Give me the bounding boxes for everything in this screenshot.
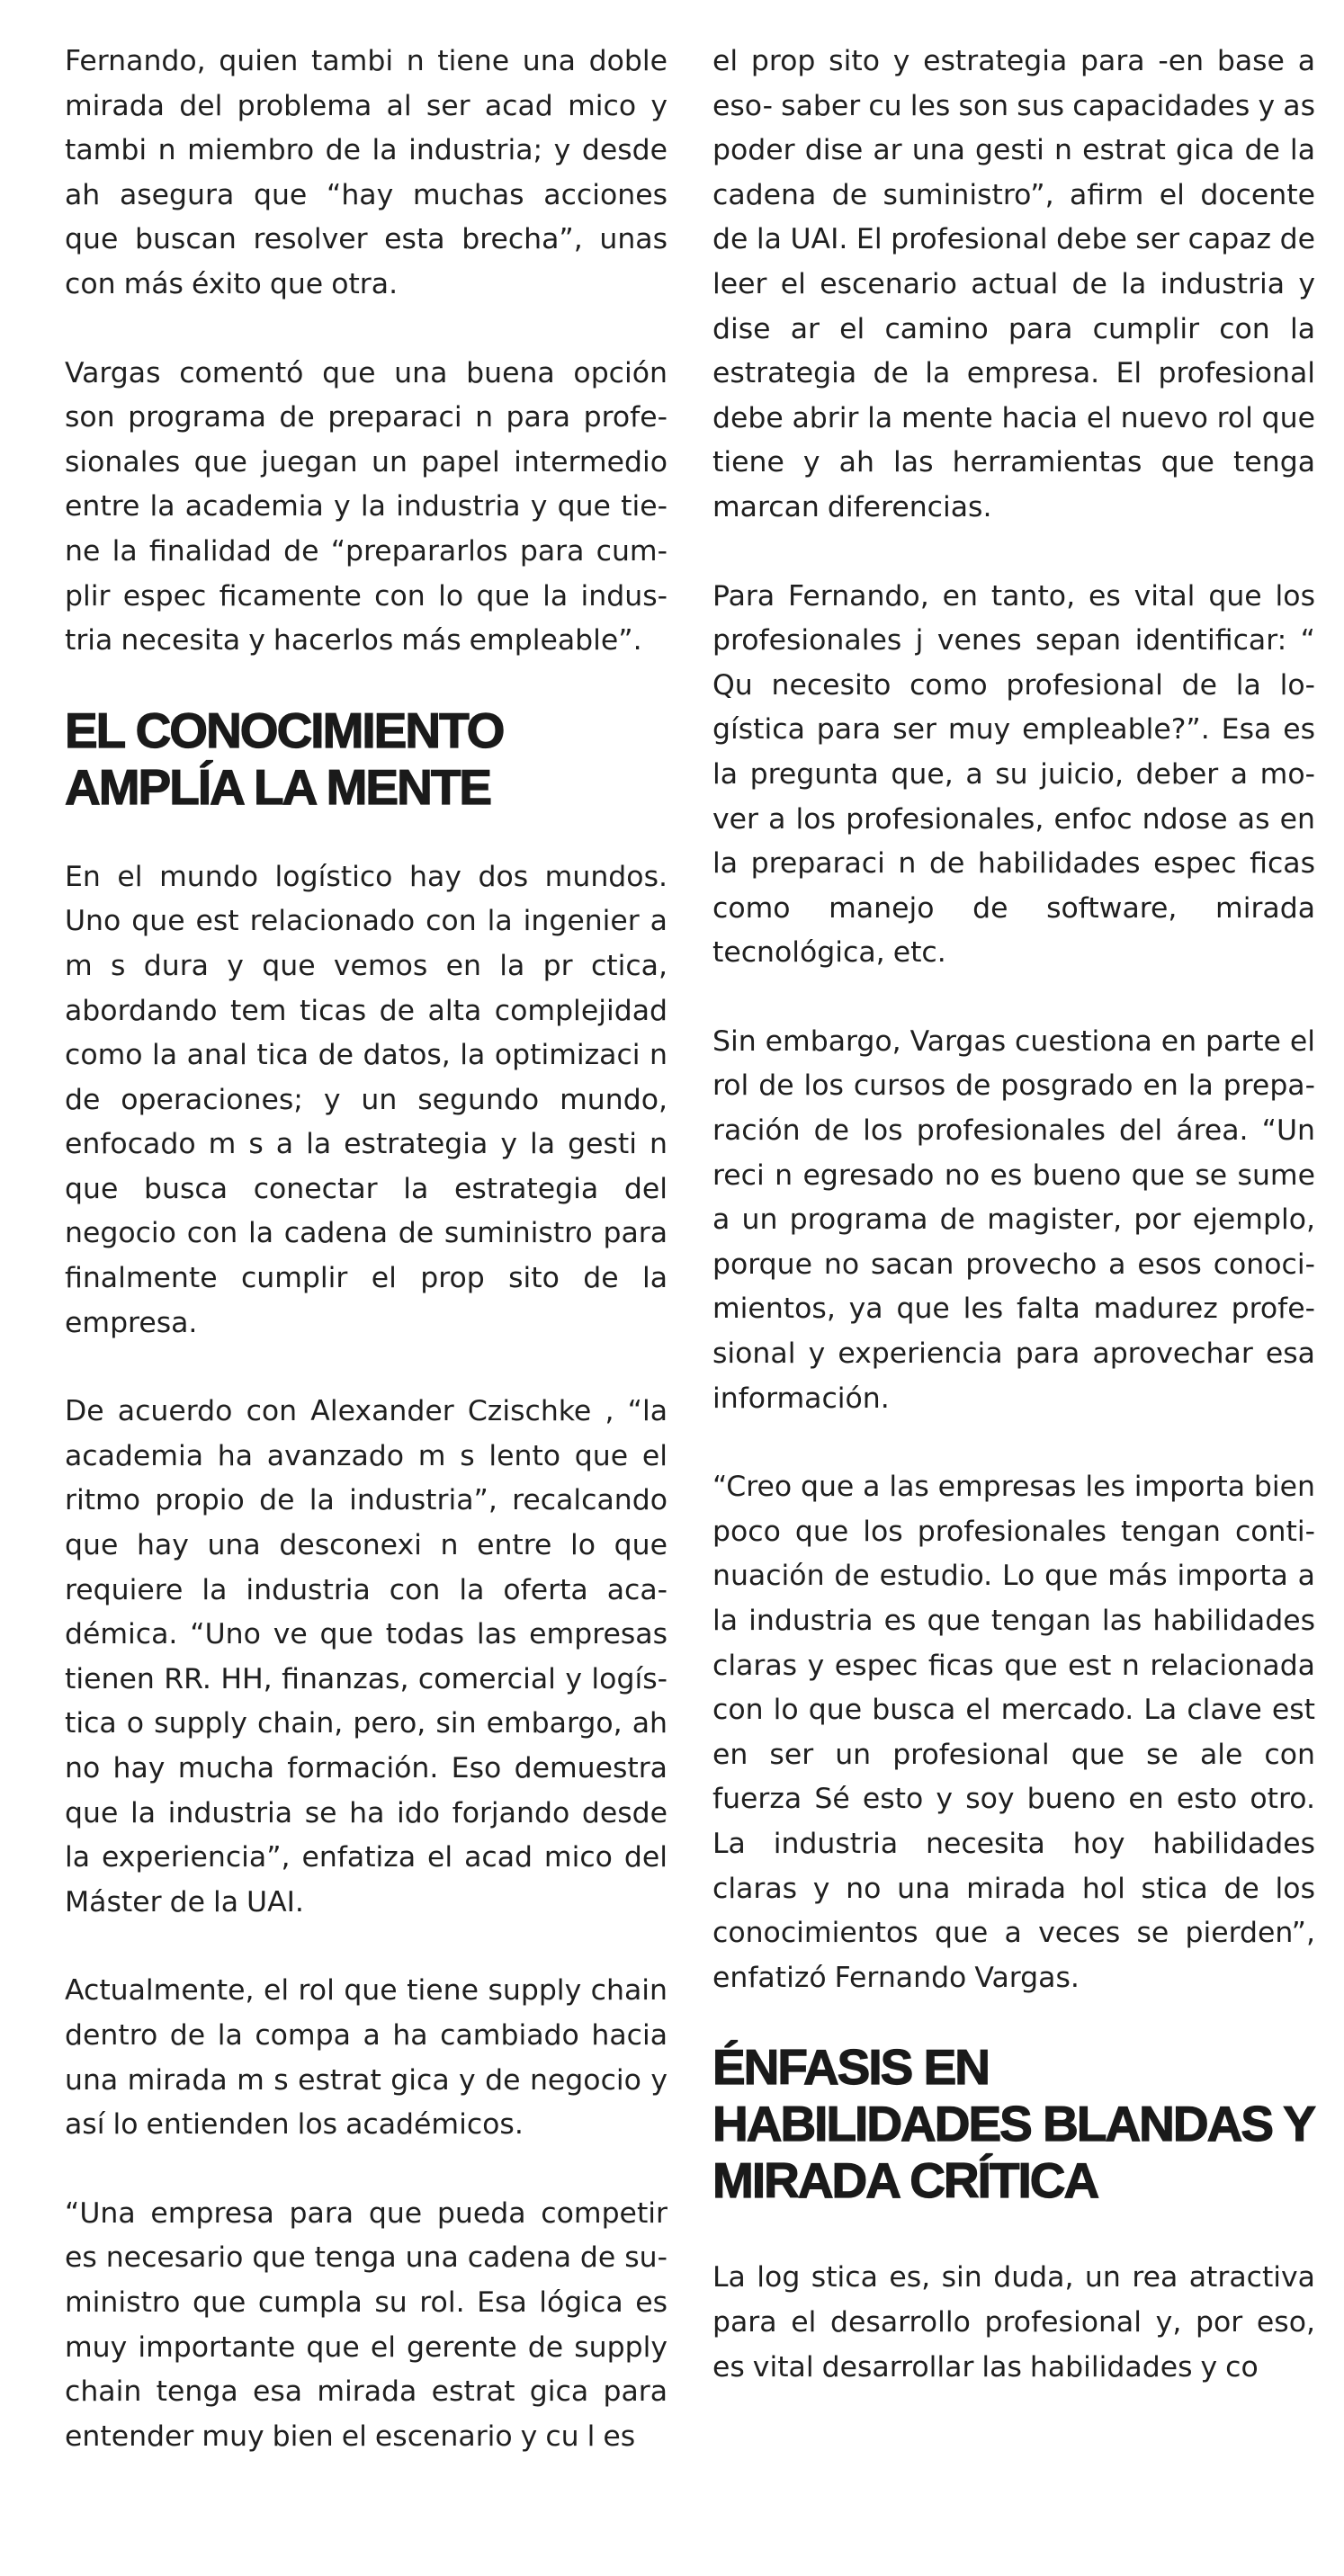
paragraph: Sin embargo, Vargas cuestiona en parte el rol de los cursos de posgrado en la preparación de los profesionales del área. “Un reci n egresado no es bueno que se sume a un programa de magister, por ejemplo, porque no sacan provecho a esos conocimientos, ya que les falta madurez profesional y experiencia para aprovechar esa información.: [712, 1024, 1315, 1415]
paragraph: En el mundo logístico hay dos mundos. Uno que est relacionado con la ingenier a m s dura y que vemos en la pr ctica, abordando tem ticas de alta complejidad como la anal tica de datos, la optimizaci n de operaciones; y un segundo mundo, enfocado m s a la estrategia y la gesti n que busca conectar la estrategia del negocio con la cadena de suministro para finalmente cumplir el prop sito de la empresa.: [65, 860, 668, 1339]
section-heading: ÉNFASIS EN HABILIDADES BLANDAS Y MIRADA CRÍTICA: [712, 2039, 1313, 2209]
right-column: [712, 40, 1315, 2434]
paragraph: Actualmente, el rol que tiene supply chain dentro de la compa a ha cambiado hacia una mirada m s estrat gica y de negocio y así lo entienden los académicos.: [65, 1974, 668, 2142]
paragraph: Para Fernando, en tanto, es vital que los profesionales j venes sepan identificar: “ Qu necesito como profesional de la logística para ser muy empleable?”. Esa es la pregunta que, a su juicio, deber a mover a los profesionales, enfoc ndose as en la preparaci n de habilidades espec ficas como manejo de software, mirada tecnológica, etc.: [712, 579, 1315, 970]
paragraph: “Una empresa para que pueda competir es necesario que tenga una cadena de suministro que cumpla su rol. Esa lógica es muy importante que el gerente de supply chain tenga esa mirada estrat gica para entender muy bien el escenario y cu l es: [65, 2196, 668, 2453]
paragraph: De acuerdo con Alexander Czischke , “la academia ha avanzado m s lento que el ritmo propio de la industria”, recalcando que hay una desconexi n entre lo que requiere la industria con la oferta académica. “Uno ve que todas las empresas tienen RR. HH, finanzas, comercial y logística o supply chain, pero, sin embargo, ah no hay mucha formación. Eso demuestra que la industria se ha ido forjando desde la experiencia”, enfatiza el acad mico del Máster de la UAI.: [65, 1395, 668, 1919]
paragraph: “Creo que a las empresas les importa bien poco que los profesionales tengan continuación de estudio. Lo que más importa a la industria es que tengan las habilidades claras y espec ficas que est n relacionada con lo que busca el mercado. La clave est en ser un profesional que se ale con fuerza Sé esto y soy bueno en esto otro. La industria necesita hoy habilidades claras y no una mirada hol stica de los conocimientos que a veces se pierden”, enfatizó Fernando Vargas.: [712, 1471, 1315, 1994]
paragraph: el prop sito y estrategia para -en base a eso- saber cu les son sus capacidades y as poder dise ar una gesti n estrat gica de la cadena de suministro”, afirm el docente de la UAI. El profesional debe ser capaz de leer el escenario actual de la industria y dise ar el camino para cumplir con la estrategia de la empresa. El profesional debe abrir la mente hacia el nuevo rol que tiene y ah las herramientas que tenga marcan diferencias.: [712, 45, 1315, 523]
paragraph: La log stica es, sin duda, un rea atractiva para el desarrollo profesional y, por eso, es vital desarrollar las habilidades y co: [712, 2261, 1315, 2384]
section-heading: EL CONOCIMIENTO AMPLÍA LA MENTE: [65, 702, 504, 815]
left-column: [65, 40, 668, 2503]
paragraph: Vargas comentó que una buena opción son programa de preparaci n para profesionales que juegan un papel intermedio entre la academia y la industria y que tiene la finalidad de “prepararlos para cumplir espec ficamente con lo que la industria necesita y hacerlos más empleable”.: [65, 356, 668, 657]
paragraph: Fernando, quien tambi n tiene una doble mirada del problema al ser acad mico y tambi n miembro de la industria; y desde ah asegura que “hay muchas acciones que buscan resolver esta brecha”, unas con más éxito que otra.: [65, 45, 668, 300]
